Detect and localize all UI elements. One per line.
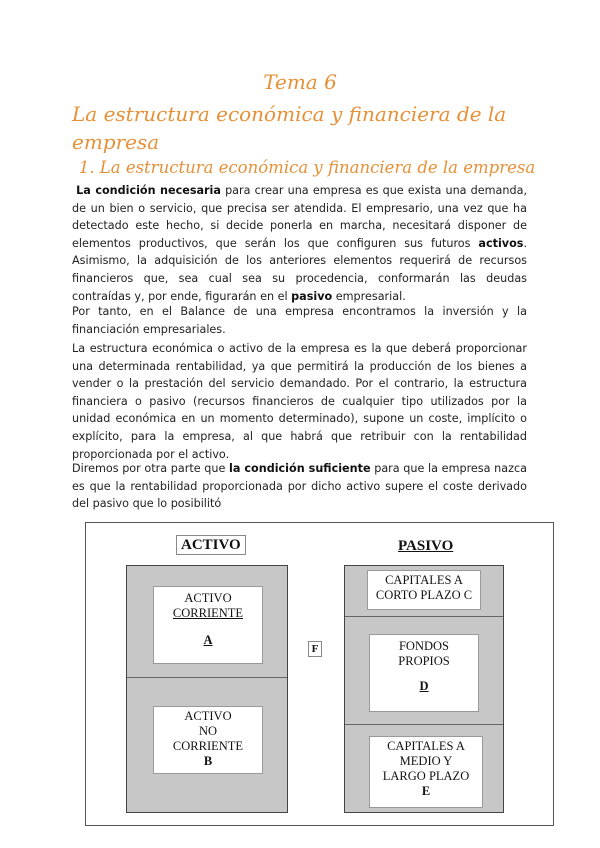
paragraph4-text-b: para que la empresa nazca es que la rentabilidad proporcionada por dicho activo supere el coste derivado del pasivo que lo posibilitó [72,462,527,511]
activo-no-corriente-line1: ACTIVO [184,709,232,723]
fondos-propios-line2: PROPIOS [398,654,450,668]
section-subtitle: 1. La estructura económica y financiera de la empresa [78,158,536,177]
paragraph1-text-a: para crear una empresa es que exista una demanda, de un bien o servicio, que precisa ser atendida. El empresario, una vez que ha detectado este hecho, si decide ponerla en marcha, necesitará disponer de elementos productivos, que serán los que configuren sus futuros [72,184,527,250]
capitales-largo-card [369,736,483,808]
capitales-largo-line1: CAPITALES A [387,739,465,753]
paragraph1-text-b: . Asimismo, la adquisición de los anteriores elementos requerirá de recursos financieros que, sea cual sea su procedencia, conformarán las deudas contraídas y, por ende, figurarán en el [72,236,527,303]
fondos-propios-letter: D [419,679,429,693]
paragraph-estructura: La estructura económica o activo de la empresa es la que deberá proporcionar una determinada rentabilidad, ya que permitirá la producción de los bienes a vender o la prestación del servicio demandado. Por el contrario, la estructura financiera o pasivo (recursos financieros de cualquier tipo utilizados por la unidad económica en un momento determinado), supone un coste, implícito o explícito, para la empresa, al que habrá que retribuir con la rentabilidad proporcionada por el activo. [72,342,527,461]
tema-heading: Tema 6 [263,70,337,94]
activo-corriente-card [153,586,263,664]
activo-divider [127,677,287,678]
activo-block [126,565,288,813]
pasivo-block [344,565,504,813]
pasivo-divider-top [345,616,503,617]
activo-corriente-letter: A [203,633,213,647]
paragraph4-text-a: Diremos por otra parte que [72,462,230,475]
capitales-corto-card [367,570,481,610]
capitales-largo-line2: MEDIO Y [399,754,453,768]
activo-label: ACTIVO [176,535,246,555]
paragraph1-text-c: empresarial. [332,289,406,303]
bold-condicion-suficiente: la condición suficiente [229,462,371,475]
bold-activos: activos [478,236,524,250]
activo-corriente-line1: ACTIVO [184,591,232,605]
activo-no-corriente-card [153,706,263,774]
document-title: La estructura económica y financiera de la empresa [72,102,507,154]
pasivo-label: PASIVO [398,538,454,554]
activo-no-corriente-line3: CORRIENTE [172,739,244,753]
capitales-largo-line3: LARGO PLAZO [382,769,470,783]
fondos-propios-line1: FONDOS [398,639,449,653]
bold-condicion-necesaria: La condición necesaria [76,184,221,197]
activo-corriente-line2: CORRIENTE [172,606,244,620]
fondos-propios-card [369,634,479,712]
capitales-corto-line1: CAPITALES A [385,573,463,587]
paragraph-balance: Por tanto, en el Balance de una empresa encontramos la inversión y la financiación empresariales. [72,305,527,336]
paragraph-condicion-necesaria [72,182,527,305]
balance-diagram [85,522,554,826]
paragraph-condicion-suficiente [72,460,527,513]
capitales-largo-letter: E [421,784,431,798]
activo-no-corriente-line2: NO [198,724,218,738]
bold-pasivo: pasivo [291,289,333,303]
activo-no-corriente-letter: B [203,754,213,768]
capitales-corto-line2: CORTO PLAZO C [375,588,473,602]
pasivo-divider-bottom [345,724,503,725]
f-marker: F [308,641,322,657]
